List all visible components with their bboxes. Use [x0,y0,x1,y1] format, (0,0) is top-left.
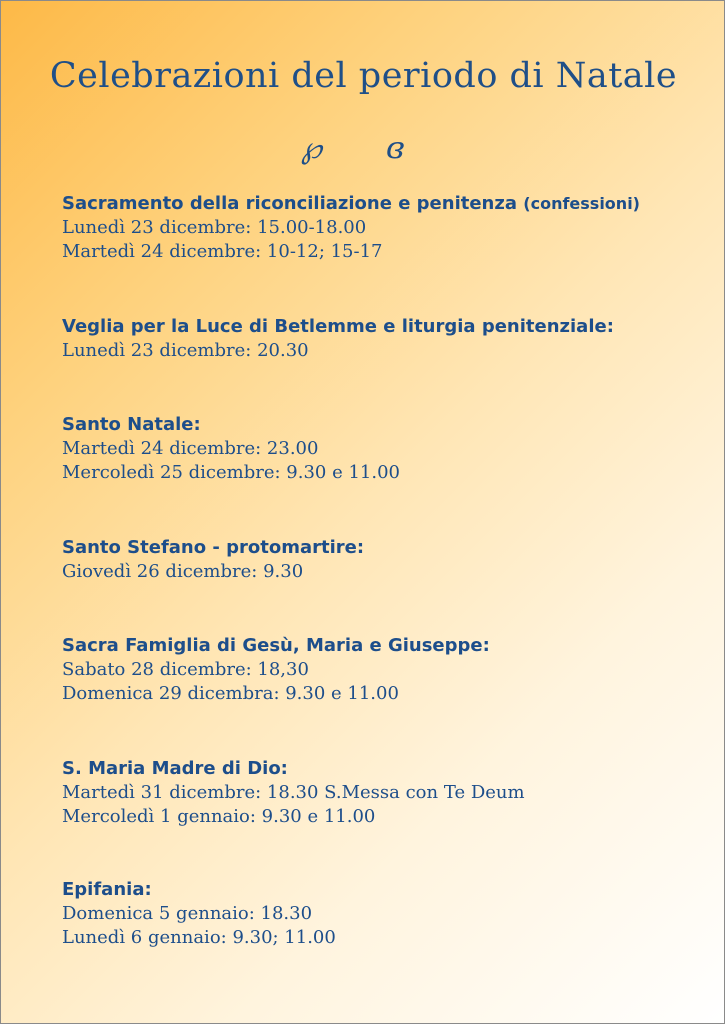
schedule-line: Lunedì 23 dicembre: 15.00-18.00 [62,217,367,238]
section-santo-stefano [62,536,364,584]
section-sacra-famiglia [62,634,490,706]
section-heading: Sacramento della riconciliazione e penitenza (confessioni) [62,193,640,214]
page-title: Celebrazioni del periodo di Natale [49,56,678,96]
section-veglia [62,315,614,363]
schedule-line: Giovedì 26 dicembre: 9.30 [62,561,304,582]
section-heading: Santo Stefano - protomartire: [62,537,365,558]
ornament-left-icon: ℘ [301,131,322,166]
schedule-line: Domenica 29 dicembra: 9.30 e 11.00 [62,683,399,704]
section-confessioni [62,192,640,264]
schedule-line: Martedì 24 dicembre: 23.00 [62,438,319,459]
section-heading: S. Maria Madre di Dio: [62,758,288,779]
section-note: (confessioni) [523,194,640,213]
ornament-right-icon: ɞ [386,131,405,166]
section-epifania [62,878,336,950]
section-maria-madre-di-dio [62,757,525,829]
section-santo-natale [62,413,400,485]
schedule-line: Domenica 5 gennaio: 18.30 [62,903,313,924]
schedule-line: Mercoledì 25 dicembre: 9.30 e 11.00 [62,462,400,483]
section-heading: Epifania: [62,879,152,900]
section-heading: Sacra Famiglia di Gesù, Maria e Giuseppe: [62,635,490,656]
section-heading: Veglia per la Luce di Betlemme e liturgia penitenziale: [62,316,614,337]
schedule-line: Lunedì 6 gennaio: 9.30; 11.00 [62,927,336,948]
section-heading: Santo Natale: [62,414,201,435]
schedule-line: Sabato 28 dicembre: 18,30 [62,659,309,680]
schedule-line: Martedì 24 dicembre: 10-12; 15-17 [62,241,383,262]
schedule-line: Mercoledì 1 gennaio: 9.30 e 11.00 [62,806,376,827]
schedule-line: Lunedì 23 dicembre: 20.30 [62,340,309,361]
schedule-line: Martedì 31 dicembre: 18.30 S.Messa con Te Deum [62,782,525,803]
